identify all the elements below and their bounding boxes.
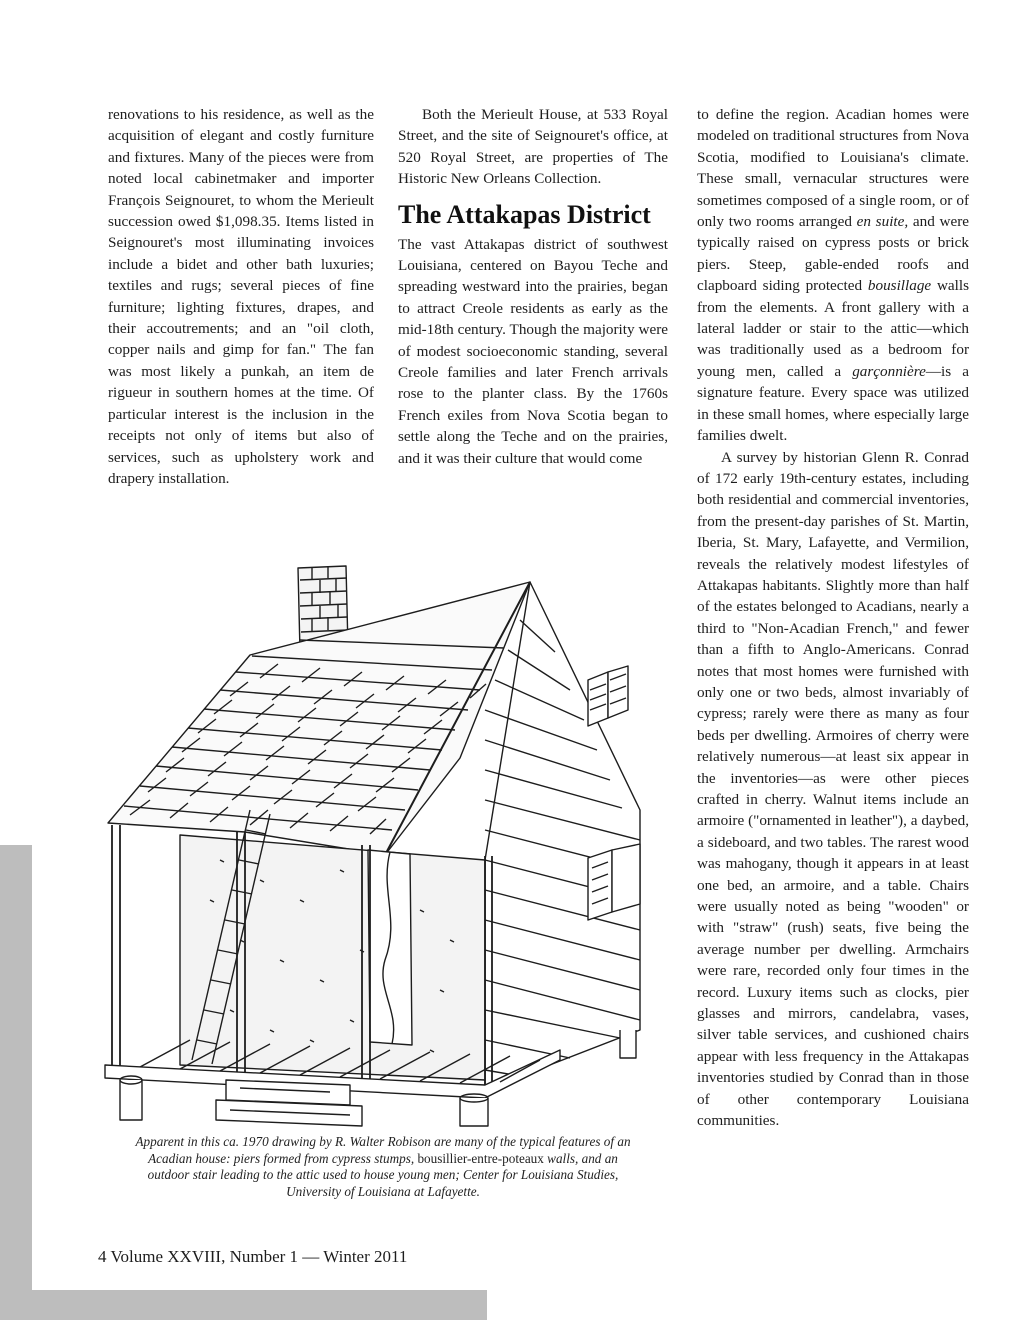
text-span: to define the region. Acadian homes were modeled on traditional structures from Nova Scotia, modified to Louisiana's climate. These small, vernacular structures were sometimes composed of a single room, or of only two rooms arranged	[697, 106, 969, 231]
bousillage-wall-icon	[180, 835, 485, 1080]
scan-edge-bottom	[0, 1290, 487, 1320]
text-span: —is a signature feature. Every space was utilized in these small homes, where especially large families dwelt.	[697, 362, 969, 445]
paragraph: renovations to his residence, as well as the acquisition of elegant and costly furniture and fixtures. Many of the pieces were from noted local cabinetmaker and importer François Seignouret, to whom the Merieult succession owed $1,098.35. Items listed in Seignouret's most illuminating invoices include a bidet and other bath luxuries; textiles and rugs; several pieces of fine furniture; lighting fixtures, drapes, and their accoutrements; and an "oil cloth, copper nails and gimp for fan." The fan was most likely a punkah, an item de rigueur in southern homes at the time. Of particular interest is the inclusion in the receipts not only of items but also of services, such as upholstery work and drapery installation.	[108, 106, 374, 487]
scan-edge-left	[0, 845, 32, 1320]
page-footer: 4 Volume XXVIII, Number 1 — Winter 2011	[98, 1247, 408, 1266]
log-steps-icon	[216, 1080, 362, 1126]
section-heading: The Attakapas District	[398, 199, 651, 229]
text-span: walls from the elements. A front gallery with a lateral ladder or stair to the attic—which was traditionally used as a bedroom for young men, called a	[697, 277, 969, 380]
column-2	[398, 104, 668, 469]
italic-term: en suite,	[856, 213, 909, 231]
italic-term: bousillage	[867, 277, 932, 295]
caption-text: Apparent in this ca. 1970 drawing by R. Walter Robison are many of the typical features of an Acadian house: piers formed from cypress stumps,	[135, 1134, 631, 1166]
paragraph-conrad-survey: A survey by historian Glenn R. Conrad of 172 early 19th-century estates, including both residential and commercial inventories, from the present-day parishes of St. Martin, Iberia, St. Mary, Lafayette, and Vermilion, reveals the relatively modest lifestyles of Attakapas habitants. Slightly more than half of the estates belonged to Acadians, nearly a third to "Non-Acadian French," and fewer than a fifth to Anglo-Americans. Conrad notes that most homes were furnished with only one or two beds, almost invariably of cypress; rarely were there as many as four beds per dwelling. Armoires of cherry were relatively numerous—at least six appear in the inventories—as were other pieces crafted in cherry. Walnut items include an armoire ("ornamented in leather"), a daybed, a sideboard, and two tables. The rarest wood was mahogany, though it appears in at least one bed, an armoire, and a table. Chairs were usually noted as being "wooden" or with "straw" (rush) seats, five being the average number per dwelling. Armchairs were rare, recorded only four times in the record. Luxury items such as clocks, pier glasses and mirrors, candelabra, vases, silver table services, and cushioned chairs appear with less frequency in the Attakapas inventories studied by Conrad than in those of other contemporary Louisiana communities.	[697, 448, 969, 1130]
acadian-house-drawing	[100, 560, 665, 1130]
caption-text: walls, and an outdoor stair leading to the attic used to house young men; Center for Louisiana Studies, University of Louisiana at Lafayette.	[147, 1150, 619, 1199]
paragraph-acadian-homes	[697, 104, 969, 447]
paragraph-intro: Both the Merieult House, at 533 Royal Street, and the site of Seignouret's office, at 520 Royal Street, are properties of The Historic New Orleans Collection.	[398, 106, 668, 188]
caption-term: bousillier-entre-poteaux	[417, 1150, 544, 1166]
text-span: and were typically raised on cypress posts or brick piers. Steep, gable-ended roofs and clapboard siding protected	[697, 213, 969, 295]
figure-caption	[128, 1134, 638, 1200]
paragraph-body: The vast Attakapas district of southwest Louisiana, centered on Bayou Teche and spreading westward into the prairies, began to attract Creole residents as early as the mid-18th century. Though the majority were of modest socioeconomic standing, several Creole families and later French arrivals rose to the planter class. By the 1760s French exiles from Nova Scotia began to settle along the Teche and on the prairies, and it was their culture that would come	[398, 235, 668, 467]
clapboard-gable-wall-icon	[485, 582, 640, 1090]
italic-term: garçonnière	[852, 362, 926, 380]
column-3	[697, 104, 969, 1132]
column-1	[108, 104, 374, 489]
